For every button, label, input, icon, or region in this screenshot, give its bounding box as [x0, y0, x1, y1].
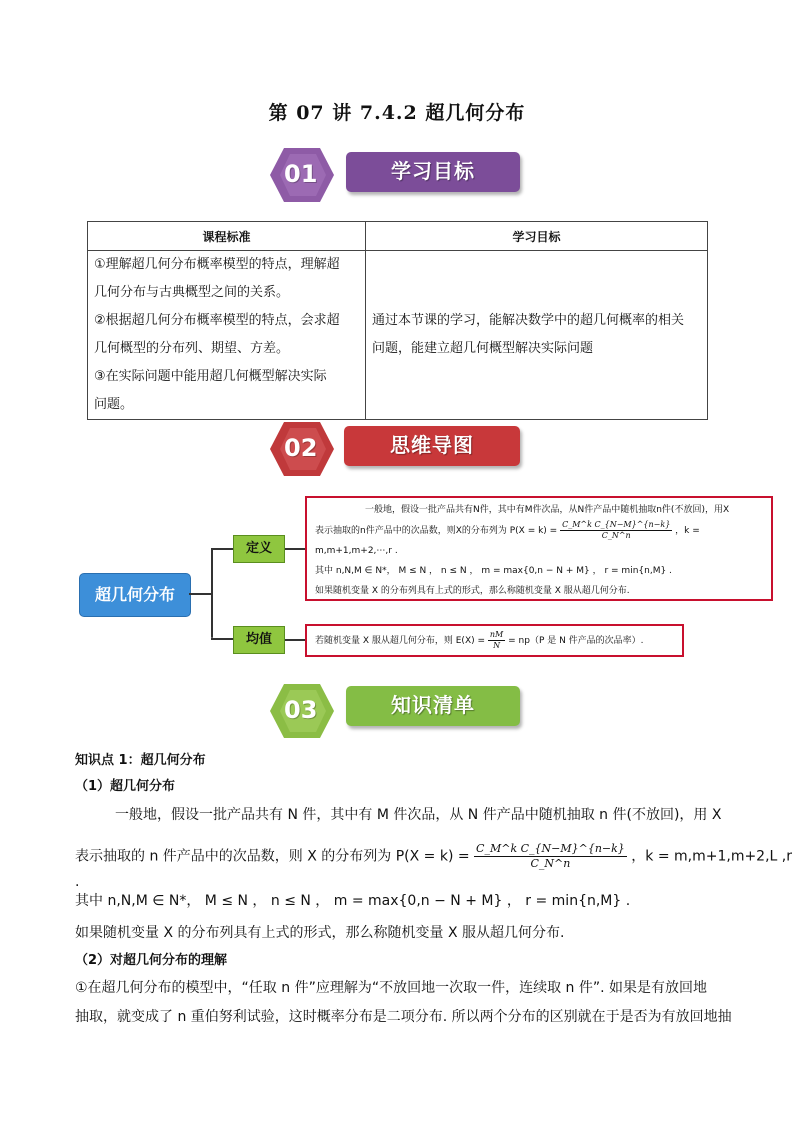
- paragraph: 表示抽取的 n 件产品中的次品数，则 X 的分布列为 P(X = k) = $\frac{\text{C\_M\textasciicircum{}k C\_\{N−M\}\textasciicircum{}\{n−k\}}}{C\_N\^{}n}$ ，k = m,m+1,m+2,L ,r .: [75, 842, 792, 890]
- section-badge-03: [270, 682, 334, 740]
- subsection-title: （1）超几何分布: [75, 779, 176, 794]
- connector: [211, 638, 233, 640]
- standard-cell: [88, 251, 366, 420]
- paragraph: 抽取，就变成了 n 重伯努利试验，这时概率分布是二项分布. 所以两个分布的区别就在于是否为有放回地抽: [75, 1009, 732, 1025]
- def-line: 表示抽取的n件产品中的次品数，则X的分布列为 P(X = k) = $\frac{\text{C\_M\textasciicircum{}k C\_\{N−M\}\textasciicircum{}\{n−k\}}}{C\_N\^{}n}$ ，k = m,m+1,m+2,⋯,r .: [315, 520, 700, 556]
- section-badge-01: [270, 146, 334, 204]
- standard-line: ①理解超几何分布概率模型的特点，理解超: [94, 257, 340, 272]
- goal-cell: [366, 251, 708, 420]
- connector: [189, 593, 211, 595]
- goal-line: 问题，能建立超几何概型解决实际问题: [372, 341, 594, 356]
- mean-fraction: $\frac{nM}{N}$: [489, 630, 504, 650]
- standard-line: 几何概型的分布列、期望、方差。: [94, 341, 290, 356]
- section-number: 02: [284, 434, 318, 462]
- standard-line: 问题。: [94, 397, 134, 412]
- goal-line: 通过本节课的学习，能解决数学中的超几何概率的相关: [372, 313, 685, 328]
- goals-table: [87, 221, 708, 420]
- table-header-goal: 学习目标: [366, 222, 708, 251]
- probability-fraction: $\frac{\text{C\_M\textasciicircum{}k C\_\{N−M\}\textasciicircum{}\{n−k\}}}{C\_N\^{}n}$: [476, 842, 625, 870]
- mindmap-node-definition: 定义: [233, 535, 285, 563]
- section-banner-goals: 学习目标: [346, 152, 520, 192]
- section-badge-02: [270, 420, 334, 478]
- table-header-standard: 课程标准: [88, 222, 366, 251]
- page-title: 第 07 讲 7.4.2 超几何分布: [268, 102, 526, 124]
- probability-fraction: $\frac{\text{C\_M\textasciicircum{}k C\_\{N−M\}\textasciicircum{}\{n−k\}}}{C\_N\^{}n}$: [562, 520, 671, 540]
- standard-line: 几何分布与古典概型之间的关系。: [94, 285, 290, 300]
- paragraph: 其中 n,N,M ∈ N*， M ≤ N ， n ≤ N ， m = max{0,n − N + M} ， r = min{n,M} .: [75, 893, 631, 909]
- knowledge-point-title: 知识点 1：超几何分布: [75, 753, 206, 768]
- def-line: 如果随机变量 X 的分布列具有上式的形式，那么称随机变量 X 服从超几何分布.: [315, 586, 630, 596]
- paragraph: 如果随机变量 X 的分布列具有上式的形式，那么称随机变量 X 服从超几何分布.: [75, 925, 565, 941]
- paragraph: 一般地，假设一批产品共有 N 件，其中有 M 件次品，从 N 件产品中随机抽取 n 件(不放回)，用 X: [115, 807, 722, 823]
- mindmap-root: 超几何分布: [79, 573, 191, 617]
- section-banner-knowledge: 知识清单: [346, 686, 520, 726]
- connector: [285, 548, 305, 550]
- def-line: 其中 n,N,M ∈ N*， M ≤ N ， n ≤ N ， m = max{0,n − N + M} ， r = min{n,M} .: [315, 566, 672, 576]
- section-banner-mindmap: 思维导图: [344, 426, 520, 466]
- section-number: 03: [284, 696, 318, 724]
- standard-line: ③在实际问题中能用超几何概型解决实际: [94, 369, 327, 384]
- paragraph: ①在超几何分布的模型中，“任取 n 件”应理解为“不放回地一次取一件，连续取 n 件”. 如果是有放回地: [75, 980, 708, 996]
- standard-line: ②根据超几何分布概率模型的特点，会求超: [94, 313, 340, 328]
- connector: [211, 548, 213, 638]
- subsection-title: （2）对超几何分布的理解: [75, 953, 228, 968]
- definition-box: [305, 496, 773, 601]
- section-number: 01: [284, 160, 318, 188]
- def-line: 一般地，假设一批产品共有N件，其中有M件次品，从N件产品中随机抽取n件(不放回)，用X: [365, 505, 730, 515]
- mean-box: 若随机变量 X 服从超几何分布，则 E(X) = $\frac{nM}{N}$ = np（P 是 N 件产品的次品率）.: [305, 624, 684, 657]
- mindmap-node-mean: 均值: [233, 626, 285, 654]
- connector: [211, 548, 233, 550]
- connector: [285, 639, 305, 641]
